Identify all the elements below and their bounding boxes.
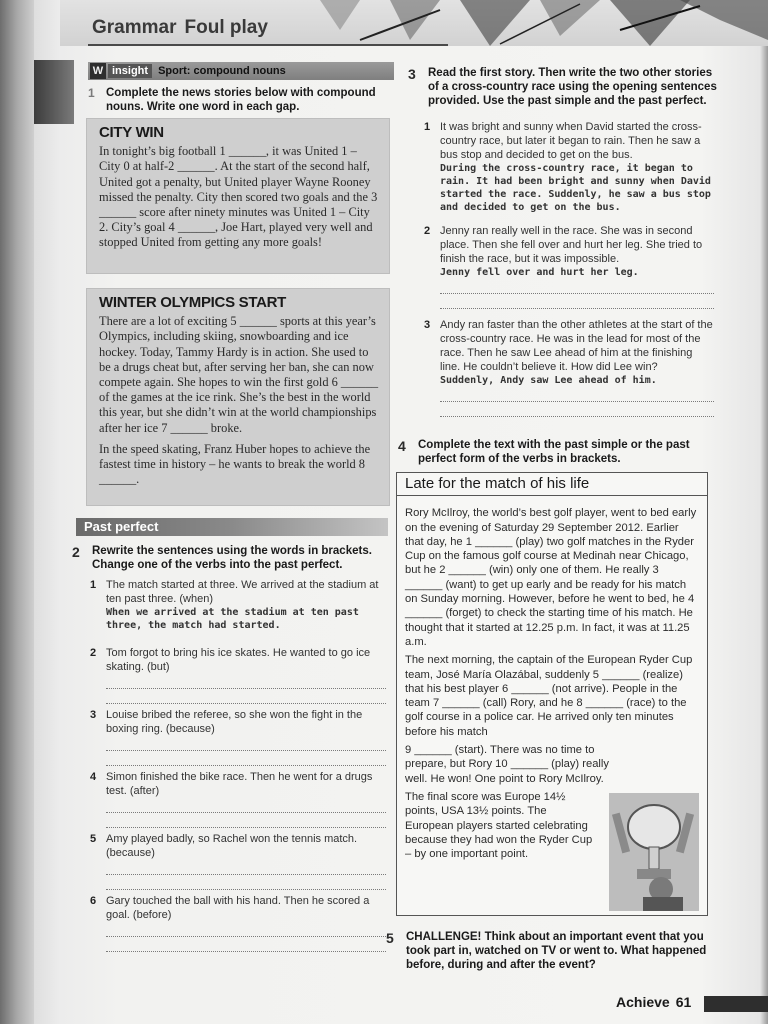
exercise-1 xyxy=(88,86,394,114)
page-title xyxy=(92,17,268,39)
article-paragraph-2: The next morning, the captain of the European Ryder Cup team, José María Olazábal, suddenly 5 ______ (realize) that his best player 6 ______ (not arrive). People in the team 7 ______ (call) Rory, and he 8 ______ (race) to the golf course in a police car. He arrived only ten minutes before his match xyxy=(405,654,693,738)
article-paragraph-3: 9 ______ (start). There was no time to prepare, but Rory 10 ______ (play) really well. He won! One point to Rory McIlroy. xyxy=(405,744,609,785)
item-text: Amy played badly, so Rachel won the tennis match. (because) xyxy=(106,833,358,859)
item-text: Simon finished the bike race. Then he went for a drugs test. (after) xyxy=(106,771,373,797)
story-title: CITY WIN xyxy=(99,124,164,141)
item-text: Gary touched the ball with his hand. Then he scored a goal. (before) xyxy=(106,895,370,921)
story-title: WINTER OLYMPICS START xyxy=(99,294,287,311)
item-number: 4 xyxy=(90,771,97,783)
answer-line[interactable] xyxy=(106,703,386,704)
item-number: 6 xyxy=(90,895,97,907)
exercise-instruction: CHALLENGE! Think about an important event that you took part in, watched on TV or went to. What happened before, during and after the event? xyxy=(406,931,707,971)
item-answer: During the cross-country race, it began to rain. It had been bright and sunny when David started the race. Suddenly, he saw a bus stop and decided to get on the bus. xyxy=(440,163,711,213)
insight-title: Sport: compound nouns xyxy=(158,65,286,77)
article-paragraph-4: The final score was Europe 14½ points, USA 13½ points. The European players started celebrating because they had won the Ryder Cup – by one important point. xyxy=(405,790,593,861)
ex2-item-6 xyxy=(90,894,386,952)
insight-header xyxy=(88,62,394,80)
item-number: 2 xyxy=(90,647,97,659)
article-paragraph-1: Rory McIlroy, the world’s best golf player, went to bed early on the evening of Saturday 29 September 2012. Earlier that day, he 1 ______ (play) two golf matches in the Ryder Cup on the famous golf course at Medinah near Chicago, but he 2 ______ (win) only one of them. He really 3 ______ (want) to get up early and be ready for his match on Sunday morning. However, before he went to bed, he 4 ______ (forget) to check the starting time of his match. He thought that it started at 12.25 p.m. In fact, it was at 11.25 a.m. xyxy=(405,507,697,648)
item-answer: Jenny fell over and hurt her leg. xyxy=(440,267,639,278)
exercise-4 xyxy=(398,438,714,466)
answer-line[interactable] xyxy=(440,293,714,294)
item-number: 3 xyxy=(90,709,97,721)
article-title: Late for the match of his life xyxy=(397,477,707,496)
answer-line[interactable] xyxy=(106,936,386,937)
item-answer: When we arrived at the stadium at ten past three, the match had started. xyxy=(106,607,359,631)
answer-line[interactable] xyxy=(440,308,714,309)
item-text: Andy ran faster than the other athletes at the start of the cross-country race. He was in the lead for most of the race. Then he saw Lee ahead of him at the finishing line. He couldn’t believe it. How did Lee win? xyxy=(440,319,713,373)
story-text: There are a lot of exciting 5 ______ sports at this year’s Olympics, including skiing, snowboarding and ice hockey. Today, Tammy Hardy is in action. She used to be a drugs cheat but, after serving her ban, she can now compete again. She hopes to win the first gold 6 ______ of the games at the ice rink. She’s the best in the world this year, but she didn’t win at the world championships after her ice 7 ______ broke. xyxy=(99,314,379,435)
article-box xyxy=(396,472,708,916)
news-story-winter-olympics xyxy=(86,288,390,506)
footer-bar xyxy=(704,996,768,1012)
exercise-number: 4 xyxy=(398,438,406,454)
section-header-past-perfect xyxy=(76,518,388,536)
item-text: It was bright and sunny when David started the cross-country race, but later it began to rain. Then he saw a bus stop and decided to get on the bus. xyxy=(440,121,702,161)
title-grammar: Grammar xyxy=(92,17,177,38)
exercise-number: 5 xyxy=(386,930,394,946)
exercise-3 xyxy=(408,66,718,108)
insight-label: insight xyxy=(108,64,152,78)
item-text: Louise bribed the referee, so she won the fight in the boxing ring. (because) xyxy=(106,709,363,735)
ex2-item-1 xyxy=(90,578,386,632)
title-underline xyxy=(88,44,448,46)
ex2-item-2 xyxy=(90,646,386,704)
exercise-number: 2 xyxy=(72,544,80,560)
item-number: 5 xyxy=(90,833,97,845)
ex2-item-4 xyxy=(90,770,386,828)
story-text-2: In the speed skating, Franz Huber hopes to achieve the fastest time in history – he wants to break the world 8 ______. xyxy=(99,441,371,487)
ex2-item-3 xyxy=(90,708,386,766)
ex3-item-1 xyxy=(424,120,714,214)
ex3-item-2 xyxy=(424,224,714,309)
ex3-item-3 xyxy=(424,318,714,417)
exercise-number: 1 xyxy=(88,86,95,100)
book-title: Achieve xyxy=(616,994,670,1010)
story-text: In tonight’s big football 1 ______, it was United 1 – City 0 at half-2 ______. At the start of the second half, United got a penalty, but United player Wayne Rooney missed the penalty. City then scored two goals and the 3 ______ score after ninety minutes was United 1 – City 2. City’s goal 4 ______, Joe Hart, played very well and stopped United from getting any more goals! xyxy=(99,144,378,250)
item-number: 3 xyxy=(424,319,431,331)
exercise-5 xyxy=(386,930,716,972)
answer-line[interactable] xyxy=(106,889,386,890)
title-foul-play: Foul play xyxy=(184,17,268,38)
item-answer: Suddenly, Andy saw Lee ahead of him. xyxy=(440,375,657,386)
exercise-2 xyxy=(72,544,392,572)
book-spine xyxy=(0,0,34,1024)
trophy-photo-icon xyxy=(609,793,699,911)
item-text: Jenny ran really well in the race. She was in second place. Then she fell over and hurt her leg. She tried to finish the race, but it was impossible. xyxy=(440,225,703,265)
answer-line[interactable] xyxy=(106,812,386,813)
answer-line[interactable] xyxy=(440,401,714,402)
exercise-instruction: Read the first story. Then write the two other stories of a cross-country race using the opening sentences provided. Use the past simple and the past perfect. xyxy=(428,67,717,107)
exercise-number: 3 xyxy=(408,66,416,82)
exercise-instruction: Complete the text with the past simple or the past perfect form of the verbs in brackets. xyxy=(418,439,690,465)
ex2-item-5 xyxy=(90,832,386,890)
exercise-instruction: Rewrite the sentences using the words in brackets. Change one of the verbs into the past perfect. xyxy=(92,545,372,571)
answer-line[interactable] xyxy=(106,827,386,828)
answer-line[interactable] xyxy=(106,688,386,689)
item-number: 2 xyxy=(424,225,431,237)
item-number: 1 xyxy=(424,121,431,133)
item-number: 1 xyxy=(90,579,97,591)
item-text: The match started at three. We arrived at the stadium at ten past three. (when) xyxy=(106,579,379,605)
exercise-instruction: Complete the news stories below with compound nouns. Write one word in each gap. xyxy=(106,87,376,113)
answer-line[interactable] xyxy=(106,765,386,766)
page-number: 61 xyxy=(675,994,692,1010)
item-text: Tom forgot to bring his ice skates. He wanted to go ice skating. (but) xyxy=(106,647,371,673)
answer-line[interactable] xyxy=(440,416,714,417)
section-label: Past perfect xyxy=(84,519,159,534)
unit-tab xyxy=(34,60,74,124)
page-footer xyxy=(616,994,691,1010)
insight-logo-icon: W xyxy=(90,63,106,79)
answer-line[interactable] xyxy=(106,750,386,751)
news-story-city-win xyxy=(86,118,390,274)
answer-line[interactable] xyxy=(106,874,386,875)
answer-line[interactable] xyxy=(106,951,386,952)
